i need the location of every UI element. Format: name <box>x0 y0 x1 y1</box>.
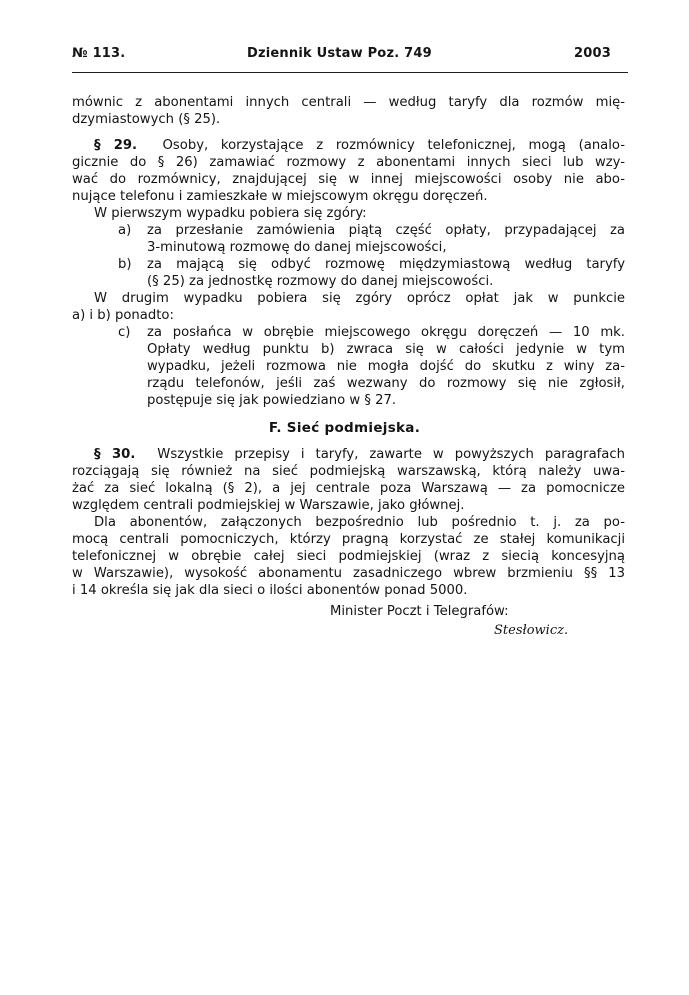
text-line: nujące telefonu i zamieszkałe w miejscowym okręgu doręczeń. <box>72 189 488 204</box>
text-line: dzymiastowych (§ 25). <box>72 112 221 127</box>
text-line: postępuje się jak powiedziano w § 27. <box>147 393 397 408</box>
text-line: W drugim wypadku pobiera się zgóry oprócz opłat jak w punkcie <box>94 291 625 306</box>
text-line: i 14 określa się jak dla sieci o ilości abonentów ponad 5000. <box>72 583 468 598</box>
item-label: a) <box>118 223 132 238</box>
text-line: za posłańca w obrębie miejscowego okręgu doręczeń — 10 mk. <box>147 325 625 340</box>
text-line: a) i b) ponadto: <box>72 308 174 323</box>
text-line: wypadku, jeżeli rozmowa nie mogła dojść do skutku z winy za- <box>147 359 625 374</box>
text-line: Dla abonentów, załączonych bezpośrednio lub pośrednio t. j. za po- <box>94 515 625 530</box>
text-span: Wszystkie przepisy i taryfy, zawarte w powyższych paragrafach <box>157 447 625 462</box>
text-line: 3-minutową rozmowę do danej miejscowości, <box>147 240 447 255</box>
item-label: c) <box>118 325 131 340</box>
text-line: gicznie do § 26) zamawiać rozmowy z abonentami innych sieci lub wzy- <box>72 155 625 170</box>
text-line: W pierwszym wypadku pobiera się zgóry: <box>94 206 367 221</box>
text-span: Osoby, korzystające z rozmównicy telefonicznej, mogą (analo- <box>162 138 625 153</box>
text-line: rządu telefonów, jeśli zaś wezwany do rozmowy się nie zgłosił, <box>147 376 625 391</box>
text-line: mównic z abonentami innych centrali — według taryfy dla rozmów mię- <box>72 95 625 110</box>
paragraph-mark: § 30. <box>94 447 136 462</box>
journal-title: Dziennik Ustaw Poz. 749 <box>247 46 432 61</box>
signature-name: Stesłowicz. <box>494 623 569 638</box>
page-number: 2003 <box>574 46 611 61</box>
paragraph-mark: § 29. <box>94 138 138 153</box>
paragraph-30-first-line <box>94 446 625 463</box>
text-line: (§ 25) za jednostkę rozmowy do danej miejscowości. <box>147 274 494 289</box>
item-label: b) <box>118 257 132 272</box>
header-rule <box>72 72 628 73</box>
text-line: telefonicznej w obrębie całej sieci podmiejskiej (wraz z siecią koncesyjną <box>72 549 625 564</box>
signature-office: Minister Poczt i Telegrafów: <box>330 604 509 619</box>
section-heading: F. Sieć podmiejska. <box>268 420 421 436</box>
text-line: za mającą się odbyć rozmowę międzymiastową według taryfy <box>147 257 625 272</box>
text-line: względem centrali podmiejskiej w Warszawie, jako głównej. <box>72 498 465 513</box>
text-line: Opłaty według punktu b) zwraca się w całości jedynie w tym <box>147 342 625 357</box>
text-line: rozciągają się również na sieć podmiejską warszawską, którą należy uwa- <box>72 464 625 479</box>
paragraph-29-first-line <box>94 137 625 154</box>
issue-number: № 113. <box>72 46 126 61</box>
text-line: wać do rozmównicy, znajdującej się w innej miejscowości osoby nie abo- <box>72 172 625 187</box>
text-line: żać za sieć lokalną (§ 2), a jej centrale poza Warszawą — za pomocnicze <box>72 481 625 496</box>
text-line: za przesłanie zamówienia piątą część opłaty, przypadającej za <box>147 223 625 238</box>
text-line: mocą centrali pomocniczych, którzy pragną korzystać ze stałej komunikacji <box>72 532 625 547</box>
text-line: w Warszawie), wysokość abonamentu zasadniczego wbrew brzmieniu §§ 13 <box>72 566 625 581</box>
